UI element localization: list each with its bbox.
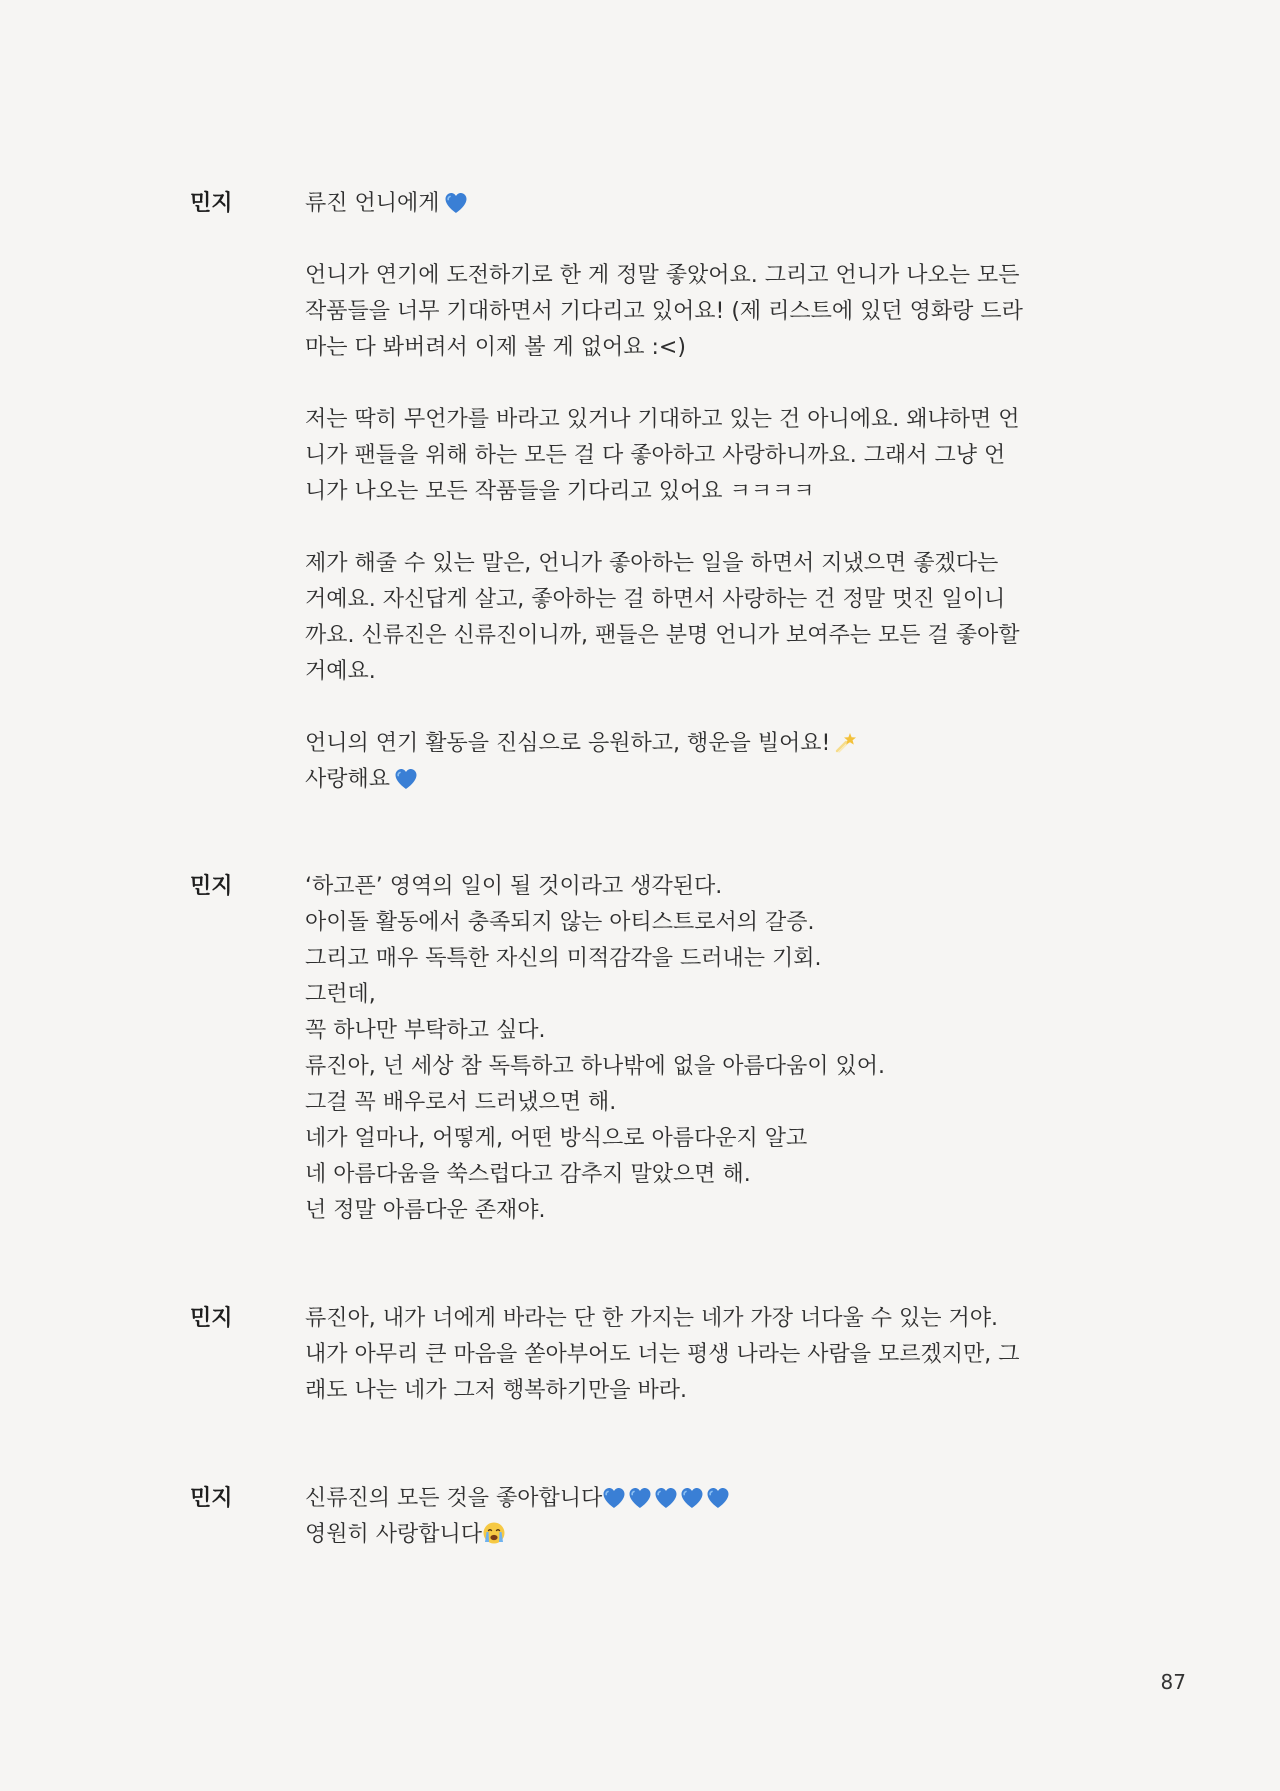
crying-face-icon — [482, 1521, 506, 1545]
blue-heart-icon — [654, 1487, 678, 1509]
closing-paragraph — [305, 726, 1120, 798]
speaker-name: 민지 — [190, 874, 233, 899]
blue-heart-icon — [394, 768, 418, 790]
text-line: 마는 다 봐버려서 이제 볼 게 없어요 :<) — [305, 335, 686, 360]
text-line: 류진아, 내가 너에게 바라는 단 한 가지는 네가 가장 너다울 수 있는 거야. — [305, 1306, 998, 1331]
page-number: 87 — [1160, 1670, 1186, 1694]
message-body — [305, 186, 1120, 798]
blue-heart-icon — [602, 1487, 626, 1509]
text-line: 거예요. 자신답게 살고, 좋아하는 걸 하면서 사랑하는 건 정말 멋진 일이니 — [305, 587, 1006, 612]
text-line: 그걸 꼭 배우로서 드러냈으면 해. — [305, 1090, 617, 1115]
speaker-name: 민지 — [190, 191, 233, 216]
text-line: ‘하고픈’ 영역의 일이 될 것이라고 생각된다. — [305, 874, 723, 899]
speaker-name: 민지 — [190, 1486, 233, 1511]
text-line: 그런데, — [305, 982, 376, 1007]
greeting-paragraph — [305, 186, 1120, 222]
message-entry-4 — [190, 1481, 1120, 1553]
text-line: 영원히 사랑합니다 — [305, 1522, 483, 1547]
message-body — [305, 869, 1120, 1229]
text-line: 신류진의 모든 것을 좋아합니다 — [305, 1486, 603, 1511]
paragraph — [305, 258, 1120, 366]
text-line: 그리고 매우 독특한 자신의 미적감각을 드러내는 기회. — [305, 946, 822, 971]
text-line: 제가 해줄 수 있는 말은, 언니가 좋아하는 일을 하면서 지냈으면 좋겠다는 — [305, 551, 999, 576]
blue-heart-icon — [680, 1487, 704, 1509]
text-line: 저는 딱히 무언가를 바라고 있거나 기대하고 있는 건 아니에요. 왜냐하면 언 — [305, 407, 1020, 432]
paragraph — [305, 402, 1120, 510]
text-line: 언니가 연기에 도전하기로 한 게 정말 좋았어요. 그리고 언니가 나오는 모든 — [305, 263, 1020, 288]
message-entry-1 — [190, 186, 1120, 798]
text-line: 거예요. — [305, 659, 376, 684]
text-line: 넌 정말 아름다운 존재야. — [305, 1198, 546, 1223]
message-entry-2 — [190, 869, 1120, 1229]
blue-heart-icon — [706, 1487, 730, 1509]
speaker-name: 민지 — [190, 1306, 233, 1331]
text-line: 내가 아무리 큰 마음을 쏟아부어도 너는 평생 나라는 사람을 모르겠지만, 그 — [305, 1342, 1020, 1367]
text-line: 꼭 하나만 부탁하고 싶다. — [305, 1018, 546, 1043]
message-body — [305, 1481, 1120, 1553]
text-line: 니가 팬들을 위해 하는 모든 걸 다 좋아하고 사랑하니까요. 그래서 그냥 언 — [305, 443, 1006, 468]
text-line: 아이돌 활동에서 충족되지 않는 아티스트로서의 갈증. — [305, 910, 815, 935]
text-line: 래도 나는 네가 그저 행복하기만을 바라. — [305, 1378, 687, 1403]
text-line: 사랑해요 — [305, 767, 391, 792]
text-line: 니가 나오는 모든 작품들을 기다리고 있어요 ㅋㅋㅋㅋ — [305, 479, 815, 504]
text-line: 까요. 신류진은 신류진이니까, 팬들은 분명 언니가 보여주는 모든 걸 좋아할 — [305, 623, 1020, 648]
text-line: 작품들을 너무 기대하면서 기다리고 있어요! (제 리스트에 있던 영화랑 드라 — [305, 299, 1023, 324]
greeting-text: 류진 언니에게 — [305, 191, 440, 216]
blue-heart-icon — [628, 1487, 652, 1509]
heart-row — [602, 1487, 730, 1509]
message-body — [305, 1301, 1120, 1409]
shooting-star-icon — [834, 730, 858, 754]
blue-heart-icon — [444, 192, 468, 214]
paragraph — [305, 546, 1120, 690]
text-line: 네 아름다움을 쑥스럽다고 감추지 말았으면 해. — [305, 1162, 751, 1187]
text-line: 네가 얼마나, 어떻게, 어떤 방식으로 아름다운지 알고 — [305, 1126, 808, 1151]
text-line: 류진아, 넌 세상 참 독특하고 하나밖에 없을 아름다움이 있어. — [305, 1054, 885, 1079]
text-line: 언니의 연기 활동을 진심으로 응원하고, 행운을 빌어요! — [305, 731, 831, 756]
message-entry-3 — [190, 1301, 1120, 1409]
